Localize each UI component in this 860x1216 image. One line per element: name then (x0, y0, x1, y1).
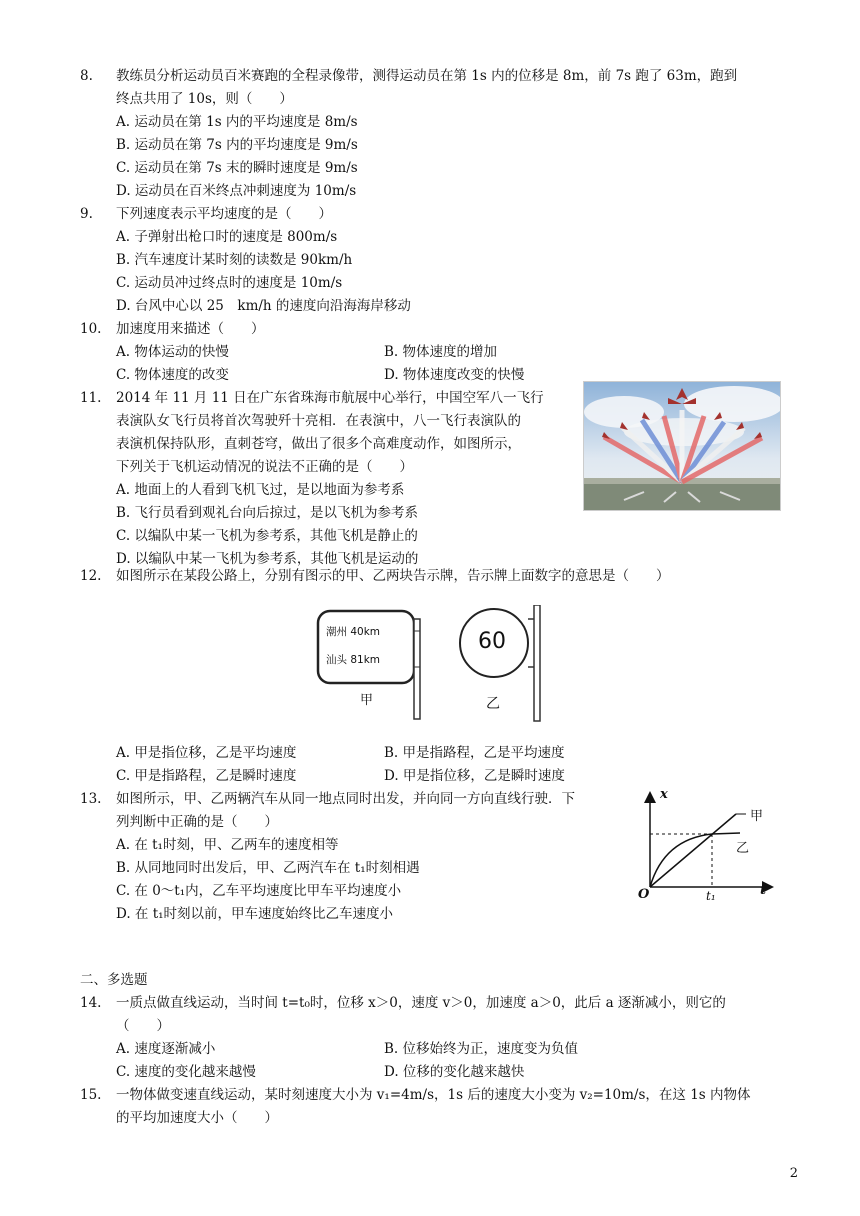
q13-option-c: C. 在 0～t₁内，乙车平均速度比甲车平均速度小 (116, 883, 402, 899)
sign-yi-speed-value: 60 (478, 629, 506, 654)
q8-option-b: B. 运动员在第 7s 内的平均速度是 9m/s (116, 137, 358, 153)
q11-stem-line3: 表演机保持队形，直刺苍穹，做出了很多个高难度动作，如图所示， (116, 436, 521, 452)
q14-option-b: B. 位移始终为正，速度变为负值 (384, 1041, 579, 1057)
q11-option-d: D. 以编队中某一飞机为参考系，其他飞机是运动的 (116, 551, 419, 567)
q11-stem-line1: 2014 年 11 月 11 日在广东省珠海市航展中心举行，中国空军八一飞行 (116, 390, 544, 406)
sign-jia-label: 甲 (360, 693, 374, 708)
aerobatic-team-photo (583, 381, 781, 511)
road-signs-figure (314, 605, 554, 727)
q13-option-a: A. 在 t₁时刻，甲、乙两车的速度相等 (116, 837, 339, 853)
q13-stem-line1: 如图所示，甲、乙两辆汽车从同一地点同时出发，并向同一方向直线行驶．下 (116, 791, 575, 807)
q14-number: 14. (80, 995, 102, 1011)
q15-number: 15. (80, 1087, 102, 1103)
q9-option-d: D. 台风中心以 25 km/h 的速度向沿海海岸移动 (116, 298, 411, 314)
q10-option-b: B. 物体速度的增加 (384, 344, 498, 360)
page-number: 2 (789, 1166, 798, 1181)
sign-jia-line2: 汕头 81km (326, 654, 381, 666)
q9-option-b: B. 汽车速度计某时刻的读数是 90km/h (116, 252, 353, 268)
q12-option-c: C. 甲是指路程，乙是瞬时速度 (116, 768, 297, 784)
q14-option-d: D. 位移的变化越来越快 (384, 1064, 525, 1080)
q9-number: 9. (80, 206, 93, 222)
q11-option-a: A. 地面上的人看到飞机飞过，是以地面为参考系 (116, 482, 405, 498)
q9-option-c: C. 运动员冲过终点时的速度是 10m/s (116, 275, 343, 291)
graph-y-axis-label: x (660, 787, 668, 802)
q9-stem-line1: 下列速度表示平均速度的是（ ） (116, 206, 332, 222)
q15-stem-line1: 一物体做变速直线运动，某时刻速度大小为 v₁=4m/s，1s 后的速度大小变为 v₂=10m/s，在这 1s 内物体 (116, 1087, 751, 1103)
q14-option-a: A. 速度逐渐减小 (116, 1041, 216, 1057)
q8-option-d: D. 运动员在百米终点冲刺速度为 10m/s (116, 183, 357, 199)
q8-option-a: A. 运动员在第 1s 内的平均速度是 8m/s (116, 114, 358, 130)
q12-option-d: D. 甲是指位移，乙是瞬时速度 (384, 768, 565, 784)
q13-option-d: D. 在 t₁时刻以前，甲车速度始终比乙车速度小 (116, 906, 394, 922)
x-t-graph (628, 787, 778, 907)
q13-option-b: B. 从同地同时出发后，甲、乙两汽车在 t₁时刻相遇 (116, 860, 420, 876)
q11-stem-line4: 下列关于飞机运动情况的说法不正确的是（ ） (116, 459, 413, 475)
q14-option-c: C. 速度的变化越来越慢 (116, 1064, 256, 1080)
q11-option-b: B. 飞行员看到观礼台向后掠过，是以飞机为参考系 (116, 505, 419, 521)
q12-stem-line1: 如图所示在某段公路上，分别有图示的甲、乙两块告示牌，告示牌上面数字的意思是（ ） (116, 568, 670, 584)
q11-stem-line2: 表演队女飞行员将首次驾驶歼十亮相．在表演中，八一飞行表演队的 (116, 413, 521, 429)
q11-option-c: C. 以编队中某一飞机为参考系，其他飞机是静止的 (116, 528, 418, 544)
graph-x-axis-label: t (760, 883, 767, 898)
q8-stem-line1: 教练员分析运动员百米赛跑的全程录像带，测得运动员在第 1s 内的位移是 8m，前 7s 跑了 63m，跑到 (116, 68, 738, 84)
graph-yi-label: 乙 (736, 841, 750, 856)
graph-t1-label: t₁ (706, 889, 716, 903)
sign-yi-label: 乙 (486, 696, 500, 712)
q14-stem-line2: （ ） (116, 1018, 170, 1034)
q13-number: 13. (80, 791, 102, 807)
q12-number: 12. (80, 568, 102, 584)
graph-jia-label: 甲 (750, 809, 764, 824)
q14-stem-line1: 一质点做直线运动，当时间 t=t₀时，位移 x＞0，速度 v＞0，加速度 a＞0，此后 a 逐渐减小，则它的 (116, 995, 726, 1011)
q8-option-c: C. 运动员在第 7s 末的瞬时速度是 9m/s (116, 160, 358, 176)
q10-option-d: D. 物体速度改变的快慢 (384, 367, 525, 383)
line-jia (650, 814, 736, 887)
q15-stem-line2: 的平均加速度大小（ ） (116, 1110, 278, 1126)
q8-stem-line2: 终点共用了 10s，则（ ） (116, 91, 293, 107)
q10-option-c: C. 物体速度的改变 (116, 367, 229, 383)
q10-stem-line1: 加速度用来描述（ ） (116, 321, 265, 337)
q13-stem-line2: 列判断中正确的是（ ） (116, 814, 278, 830)
q10-number: 10. (80, 321, 102, 337)
sign-jia-line1: 潮州 40km (326, 626, 381, 638)
q9-option-a: A. 子弹射出枪口时的速度是 800m/s (116, 229, 338, 245)
q8-number: 8. (80, 68, 93, 84)
q12-option-a: A. 甲是指位移，乙是平均速度 (116, 745, 297, 761)
q12-option-b: B. 甲是指路程，乙是平均速度 (384, 745, 565, 761)
q10-option-a: A. 物体运动的快慢 (116, 344, 229, 360)
curve-yi (650, 833, 740, 887)
section-heading-multi-choice: 二、多选题 (80, 972, 148, 988)
graph-origin-label: O (638, 887, 650, 902)
q11-number: 11. (80, 390, 102, 406)
